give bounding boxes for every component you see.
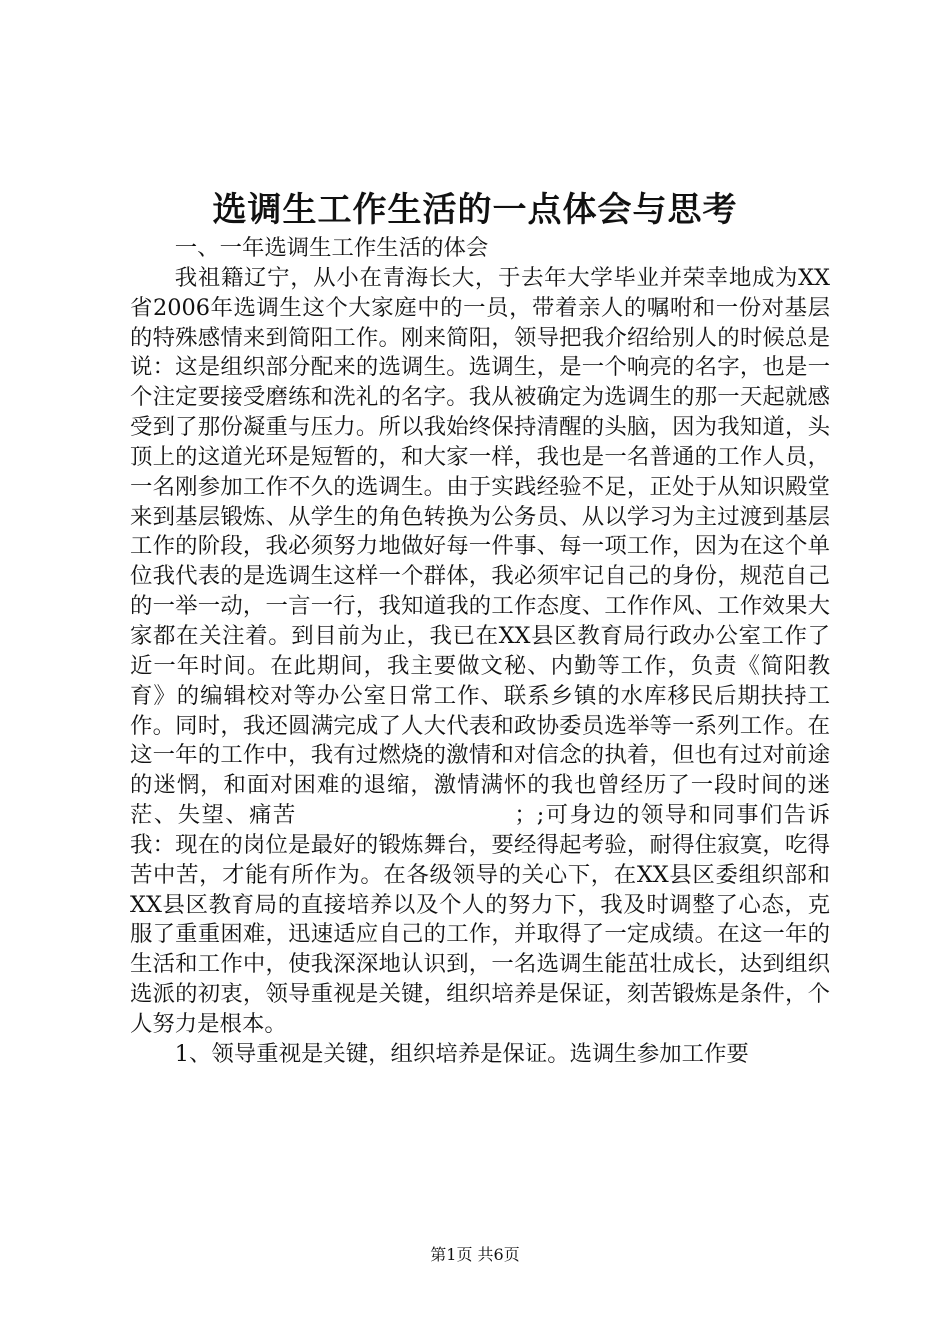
- body-paragraph: [130, 264, 830, 1040]
- document-body: [130, 234, 830, 1070]
- body-paragraph: 1、领导重视是关键，组织培养是保证。选调生参加工作要: [174, 1040, 749, 1067]
- paragraph-text: 我祖籍辽宁，从小在青海长大，于去年大学毕业并荣幸地成为XX省2006年选调生这个大家庭中的一员，带着亲人的嘱咐和一份对基层的特殊感情来到简阳工作。刚来简阳，领导把我介绍给别人的时候总是说：这是组织部分配来的选调生。选调生，是一个响亮的名字，也是一个注定要接受磨练和洗礼的名字。我从被确定为选调生的那一天起就感受到了那份凝重与压力。所以我始终保持清醒的头脑，因为我知道，头顶上的这道光环是短暂的，和大家一样，我也是一名普通的工作人员，一名刚参加工作不久的选调生。由于实践经验不足，正处于从知识殿堂来到基层锻炼、从学生的角色转换为公务员、从以学习为主过渡到基层工作的阶段，我必须努力地做好每一件事、每一项工作，因为在这个单位我代表的是选调生这样一个群体，我必须牢记自己的身份，规范自己的一举一动，一言一行，我知道我的工作态度、工作作风、工作效果大家都在关注着。到目前为止，我已在XX县区教育局行政办公室工作了近一年时间。在此期间，我主要做文秘、内勤等工作，负责《简阳教育》的编辑校对等办公室日常工作、联系乡镇的水库移民后期扶持工作。同时，我还圆满完成了人大代表和政协委员选举等一系列工作。在这一年的工作中，我有过燃烧的激情和对信念的执着，但也有过对前途的迷惘，和面对困难的退缩，激情满怀的我也曾经历了一段时间的迷茫、失望、痛苦: [130, 264, 830, 829]
- section-heading: 一、一年选调生工作生活的体会: [174, 235, 489, 261]
- paragraph-continuation: ;可身边的领导和同事们告诉我：现在的岗位是最好的锻炼舞台，要经得起考验，耐得住寂寞，吃得苦中苦，才能有所作为。在各级领导的关心下，在XX县区委组织部和XX县区教育局的直接培养以及个人的努力下，我及时调整了心态，克服了重重困难，迅速适应自己的工作，并取得了一定成绩。在这一年的生活和工作中，使我深深地认识到，一名选调生能茁壮成长，达到组织选派的初衷，领导重视是关键，组织培养是保证，刻苦锻炼是条件，个人努力是根本。: [130, 802, 831, 1037]
- page-footer: 第1页 共6页: [430, 1245, 520, 1264]
- document-title: 选调生工作生活的一点体会与思考: [212, 190, 738, 230]
- paragraph-tail: ；: [514, 802, 537, 829]
